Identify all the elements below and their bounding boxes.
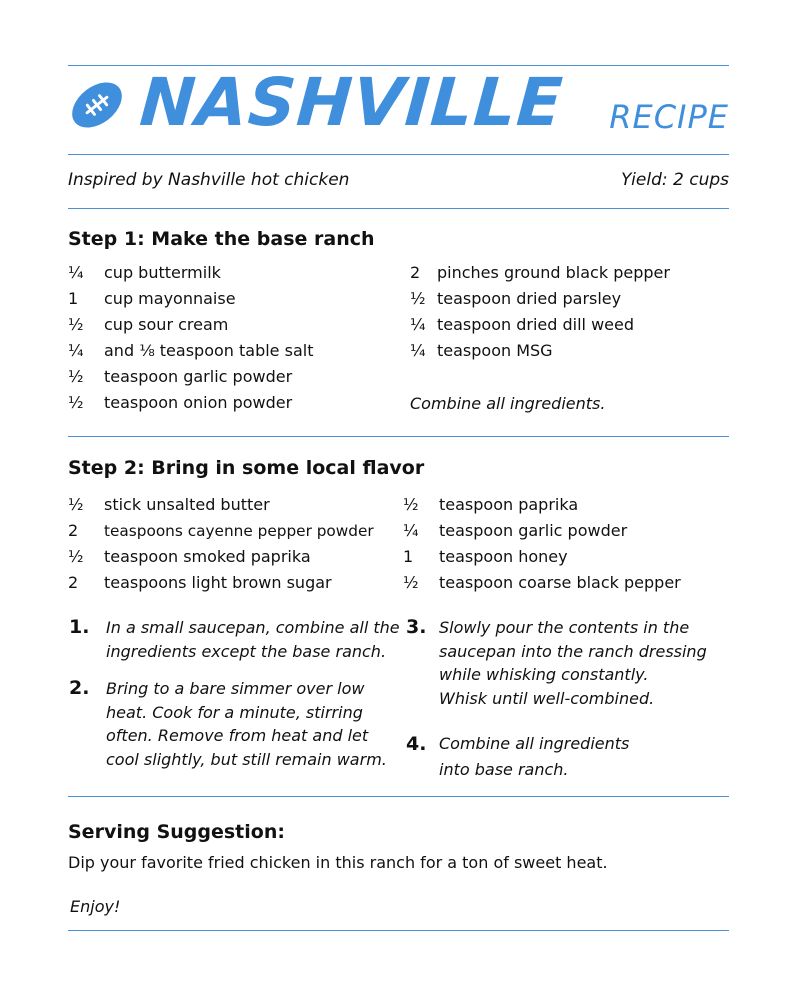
ingredient-row — [68, 492, 374, 518]
ingredient-qty: 2 — [68, 521, 79, 540]
instruction-number: 3. — [406, 616, 427, 638]
ingredient-qty: 1 — [68, 289, 79, 308]
step1-ingredients-left — [68, 260, 313, 416]
instruction-line: Combine all ingredients — [439, 734, 630, 753]
instruction-1 — [69, 616, 406, 663]
instruction-line: heat. Cook for a minute, stirring — [106, 702, 363, 722]
inspired-text: Inspired by Nashville hot chicken — [68, 170, 350, 190]
instruction-2 — [69, 677, 406, 771]
ingredient-row — [68, 260, 313, 286]
ingredient-qty: ½ — [410, 289, 426, 308]
ingredient-row — [68, 570, 374, 596]
ingredient-row — [403, 492, 681, 518]
ingredient-qty: ¼ — [403, 521, 419, 540]
ingredient-row — [403, 570, 681, 596]
ingredient-row — [68, 390, 313, 416]
ingredient-row — [68, 518, 374, 544]
ingredient-qty: ½ — [68, 367, 84, 386]
serving-text: Dip your favorite fried chicken in this ranch for a ton of sweet heat. — [68, 853, 608, 872]
ingredient-row — [410, 312, 670, 338]
ingredient-text: teaspoon dried parsley — [437, 289, 622, 308]
instruction-3 — [406, 616, 729, 710]
instruction-line: In a small saucepan, combine all the — [106, 618, 400, 637]
ingredient-row — [68, 338, 313, 364]
ingredient-qty: 1 — [403, 547, 414, 566]
ingredient-qty: ½ — [68, 547, 84, 566]
step2-title: Step 2: Bring in some local flavor — [68, 457, 425, 479]
ingredient-qty: ½ — [68, 393, 84, 412]
closing-text: Enjoy! — [70, 897, 121, 916]
recipe-header — [68, 64, 729, 146]
ingredient-text: teaspoon dried dill weed — [437, 315, 634, 334]
ingredient-row — [68, 364, 313, 390]
ingredient-row — [410, 338, 670, 364]
ingredient-text: pinches ground black pepper — [437, 263, 670, 282]
bottom-rule — [68, 930, 729, 931]
ingredient-row — [403, 544, 681, 570]
ingredient-text: teaspoon honey — [439, 547, 568, 566]
instruction-number: 2. — [69, 677, 90, 699]
ingredient-row — [410, 260, 670, 286]
ingredient-text: cup sour cream — [104, 315, 229, 334]
recipe-label: RECIPE — [609, 98, 729, 136]
instruction-line: saucepan into the ranch dressing — [439, 641, 707, 661]
ingredient-qty: ½ — [68, 495, 84, 514]
step2-rule — [68, 796, 729, 797]
subhead — [68, 170, 729, 196]
instruction-line: often. Remove from heat and let — [106, 726, 369, 745]
ingredient-text: cup mayonnaise — [104, 289, 236, 308]
ingredient-qty: 2 — [410, 263, 421, 282]
instruction-line: Bring to a bare simmer over low — [106, 679, 365, 698]
header-rule — [68, 154, 729, 155]
instruction-line: ingredients except the base ranch. — [106, 641, 387, 661]
ingredient-row — [410, 286, 670, 312]
ingredient-text: teaspoon smoked paprika — [104, 547, 311, 566]
ingredient-text: cup buttermilk — [104, 263, 221, 282]
step1-rule — [68, 436, 729, 437]
instruction-number: 4. — [406, 733, 427, 755]
ingredient-row — [68, 544, 374, 570]
ingredient-text: teaspoons cayenne pepper powder — [104, 522, 374, 540]
ingredient-row — [68, 312, 313, 338]
instruction-line: Whisk until well-combined. — [439, 688, 655, 708]
ingredient-qty: ½ — [403, 495, 419, 514]
ingredient-text: and ⅛ teaspoon table salt — [104, 341, 314, 360]
ingredient-text: stick unsalted butter — [104, 495, 270, 514]
step2-ingredients-right — [403, 492, 681, 596]
brand-title: NASHVILLE — [137, 64, 566, 141]
ingredient-qty: ¼ — [410, 341, 426, 360]
step1-title: Step 1: Make the base ranch — [68, 228, 375, 250]
ingredient-text: teaspoon MSG — [437, 341, 553, 360]
ingredient-qty: ¼ — [68, 341, 84, 360]
instruction-line: cool slightly, but still remain warm. — [106, 749, 387, 769]
ingredient-row — [403, 518, 681, 544]
instruction-4 — [406, 731, 729, 783]
ingredient-row — [68, 286, 313, 312]
serving-title: Serving Suggestion: — [68, 821, 285, 843]
step1-note: Combine all ingredients. — [410, 394, 606, 413]
yield-text: Yield: 2 cups — [621, 170, 729, 190]
ingredient-text: teaspoons light brown sugar — [104, 573, 332, 592]
step2-ingredients-left — [68, 492, 374, 596]
ingredient-text: teaspoon paprika — [439, 495, 579, 514]
instruction-line: Slowly pour the contents in the — [439, 618, 690, 637]
instruction-number: 1. — [69, 616, 90, 638]
step1-ingredients-right — [410, 260, 670, 364]
ingredient-qty: ¼ — [68, 263, 84, 282]
ingredient-text: teaspoon garlic powder — [104, 367, 293, 386]
subhead-rule — [68, 208, 729, 209]
ingredient-qty: ½ — [68, 315, 84, 334]
instruction-line: into base ranch. — [439, 760, 569, 779]
football-icon — [68, 76, 126, 134]
ingredient-text: teaspoon garlic powder — [439, 521, 628, 540]
instruction-line: while whisking constantly. — [439, 665, 649, 684]
ingredient-qty: ½ — [403, 573, 419, 592]
ingredient-text: teaspoon coarse black pepper — [439, 573, 681, 592]
ingredient-text: teaspoon onion powder — [104, 393, 293, 412]
ingredient-qty: ¼ — [410, 315, 426, 334]
ingredient-qty: 2 — [68, 573, 79, 592]
